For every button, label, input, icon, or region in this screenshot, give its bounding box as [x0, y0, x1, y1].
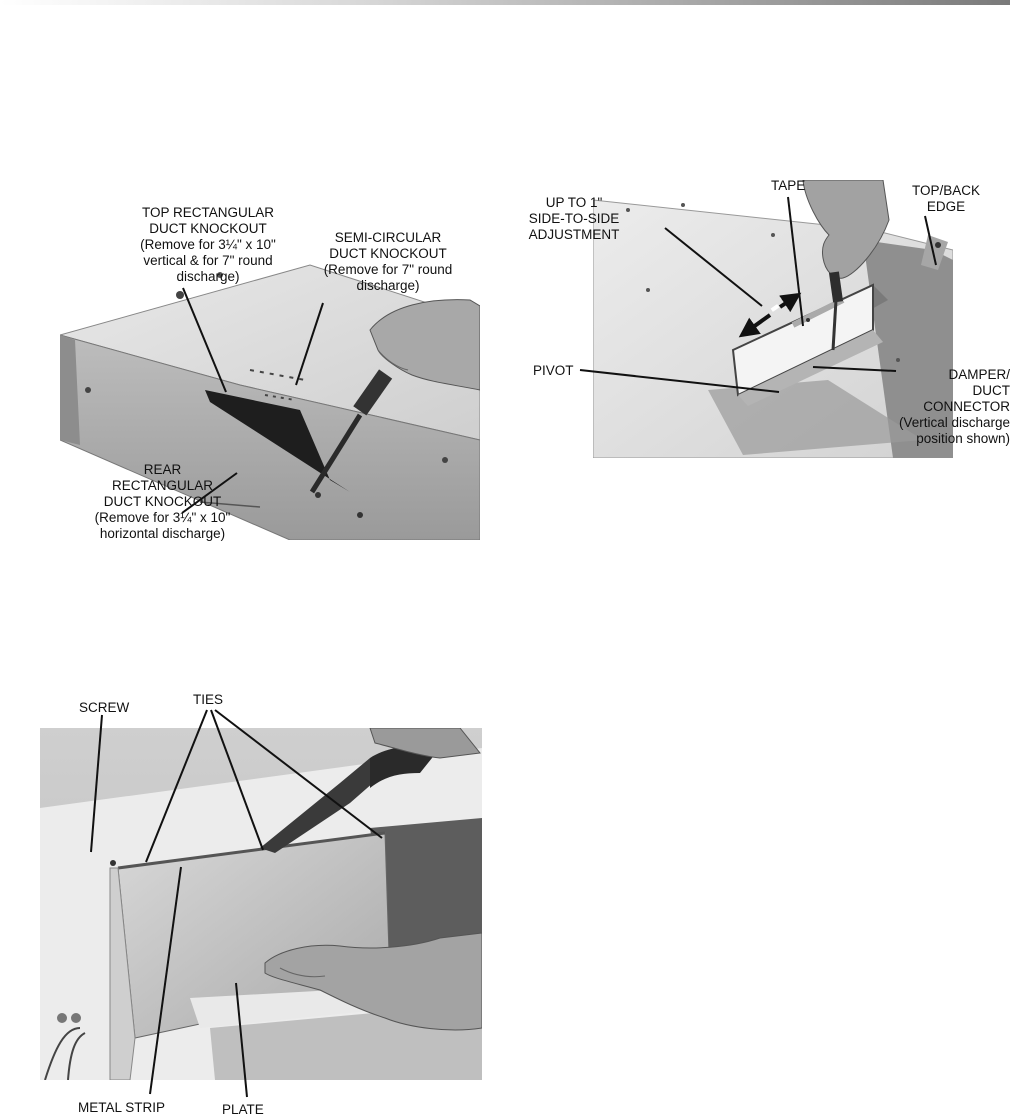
header-gradient-bar — [0, 0, 1010, 5]
pivot-label: PIVOT — [533, 363, 574, 378]
side-to-side-adjustment-label: UP TO 1" SIDE-TO-SIDE ADJUSTMENT — [528, 195, 620, 242]
rear-knockout-label: REAR RECTANGULAR DUCT KNOCKOUT (Remove for 3¼" x 10" horizontal discharge) — [94, 462, 231, 541]
metal-strip-label: METAL STRIP — [78, 1100, 166, 1115]
top-knockout-label: TOP RECTANGULAR DUCT KNOCKOUT (Remove for 3¼" x 10" vertical & for 7" round discharge) — [140, 205, 276, 284]
figure-3-photo — [40, 728, 482, 1080]
ties-label: TIES — [193, 692, 224, 707]
tape-label: TAPE — [771, 178, 806, 193]
damper-duct-connector-label: DAMPER/ DUCT CONNECTOR (Vertical discharge position shown) — [898, 367, 1010, 446]
semi-circular-knockout-label: SEMI-CIRCULAR DUCT KNOCKOUT (Remove for 7" round discharge) — [323, 230, 453, 293]
top-back-edge-label: TOP/BACK EDGE — [911, 183, 981, 214]
plate-label: PLATE — [222, 1102, 264, 1117]
screw-label: SCREW — [79, 700, 130, 715]
